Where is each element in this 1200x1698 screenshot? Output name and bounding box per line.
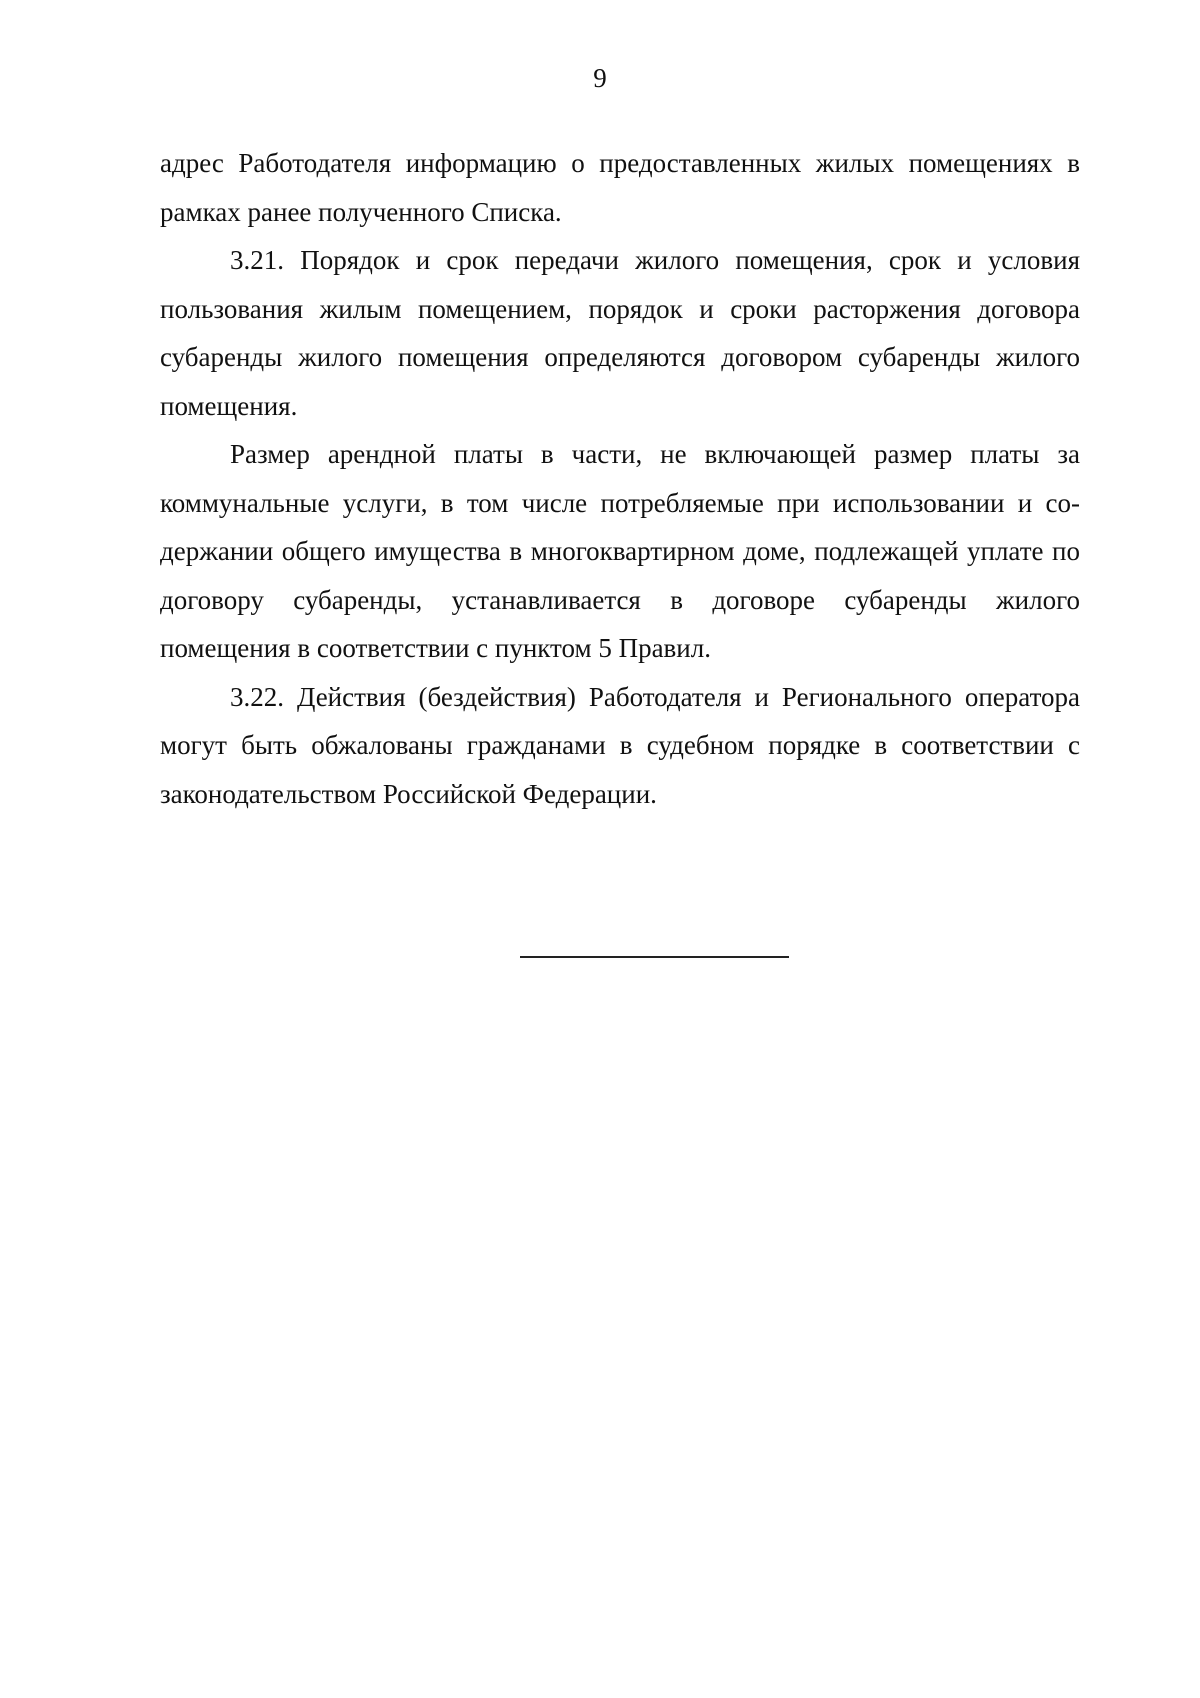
paragraph-continuation: адрес Работодателя информацию о предоставленных жилых помещениях в рамках ранее полученного Списка.	[160, 148, 1080, 227]
paragraph-3-22: 3.22. Действия (бездействия) Работодателя и Регионального оператора могут быть обжалованы гражданами в судебном порядке в соответствии с законодательством Российской Федерации.	[160, 681, 1080, 809]
paragraph-rent-size: Размер арендной платы в части, не включающей размер платы за коммунальные услуги, в том числе потребляемые при использовании и содержании общего имущества в многоквартирном доме, подлежащей уплате по договору субаренды, устанавливается в договоре субаренды жилого помещения в соответствии с пунктом 5 Правил.	[160, 439, 1080, 663]
page-number: 9	[593, 63, 607, 93]
paragraph-3-21: 3.21. Порядок и срок передачи жилого помещения, срок и условия пользования жилым помещением, порядок и сроки расторжения договора субаренды жилого помещения определяются договором субаренды жилого помещения.	[160, 245, 1080, 421]
document-body	[160, 139, 1080, 818]
end-divider-line	[520, 956, 789, 958]
